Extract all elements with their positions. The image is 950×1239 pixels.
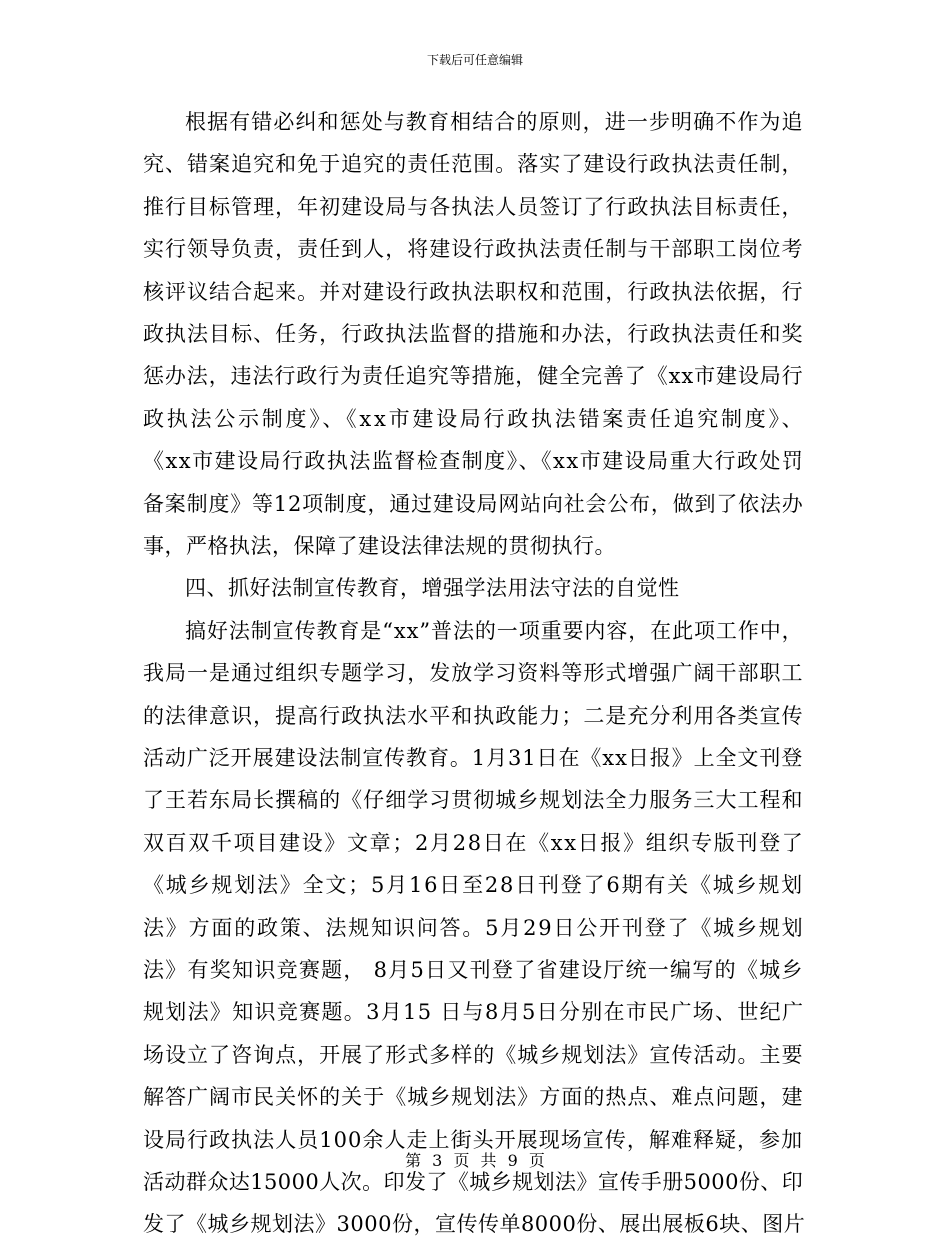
text-line: 了王若东局长撰稿的《仔细学习贯彻城乡规划法全力服务三大工程和 xyxy=(143,788,804,813)
text-line: 法》有奖知识竞赛题， 8月5日又刊登了省建设厅统一编写的《城乡 xyxy=(143,958,804,982)
text-line: 备案制度》等12项制度，通过建设局网站向社会公布，做到了依法办 xyxy=(143,491,804,516)
text-line: 设局行政执法人员100余人走上街头开展现场宣传，解难释疑，参加 xyxy=(143,1127,804,1152)
text-line: 解答广阔市民关怀的关于《城乡规划法》方面的热点、难点问题，建 xyxy=(143,1085,804,1110)
text-line: 活动广泛开展建设法制宣传教育。1月31日在《xx日报》上全文刊登 xyxy=(143,746,804,770)
text-line: 四、抓好法制宣传教育，增强学法用法守法的自觉性 xyxy=(185,576,680,601)
text-line: 政执法目标、任务，行政执法监督的措施和办法，行政执法责任和奖 xyxy=(143,322,804,346)
text-line: 双百双千项目建设》文章；2月28日在《xx日报》组织专版刊登了 xyxy=(143,830,805,855)
text-line: 事，严格执法，保障了建设法律法规的贯彻执行。 xyxy=(143,534,616,558)
text-line: 政执法公示制度》、《xx市建设局行政执法错案责任追究制度》、 xyxy=(143,406,806,431)
text-line: 核评议结合起来。并对建设行政执法职权和范围，行政执法依据，行 xyxy=(143,279,804,304)
text-line: 的法律意识，提高行政执法水平和执政能力；二是充分利用各类宣传 xyxy=(143,703,804,728)
text-line: 推行目标管理，年初建设局与各执法人员签订了行政执法目标责任， xyxy=(143,194,804,219)
text-line: 法》方面的政策、法规知识问答。5月29日公开刊登了《城乡规划 xyxy=(143,915,805,940)
text-line: 究、错案追究和免于追究的责任范围。落实了建设行政执法责任制， xyxy=(143,152,804,177)
text-line: 《xx市建设局行政执法监督检查制度》、《xx市建设局重大行政处罚 xyxy=(143,449,805,474)
text-line: 活动群众达15000人次。印发了《城乡规划法》宣传手册5000份、印 xyxy=(143,1170,804,1194)
text-line: 场设立了咨询点，开展了形式多样的《城乡规划法》宣传活动。主要 xyxy=(143,1042,804,1067)
text-line: 实行领导负责，责任到人，将建设行政执法责任制与干部职工岗位考 xyxy=(143,237,804,262)
text-line: 我局一是通过组织专题学习，发放学习资料等形式增强广阔干部职工 xyxy=(143,661,804,686)
page-header: 下载后可任意编辑 xyxy=(426,53,523,67)
text-line: 规划法》知识竞赛题。3月15 日与8月5日分别在市民广场、世纪广 xyxy=(143,1000,805,1025)
text-line: 搞好法制宣传教育是“xx”普法的一项重要内容，在此项工作中， xyxy=(185,618,804,643)
page-footer: 第 3 页 共 9 页 xyxy=(405,1151,545,1170)
text-line: 惩办法，违法行政行为责任追究等措施，健全完善了《xx市建设局行 xyxy=(143,364,804,389)
text-line: 根据有错必纠和惩处与教育相结合的原则，进一步明确不作为追 xyxy=(185,110,804,134)
text-line: 发了《城乡规划法》3000份，宣传传单8000份、展出展板6块、图片 xyxy=(143,1212,806,1237)
text-line: 《城乡规划法》全文；5月16日至28日刊登了6期有关《城乡规划 xyxy=(143,873,804,898)
